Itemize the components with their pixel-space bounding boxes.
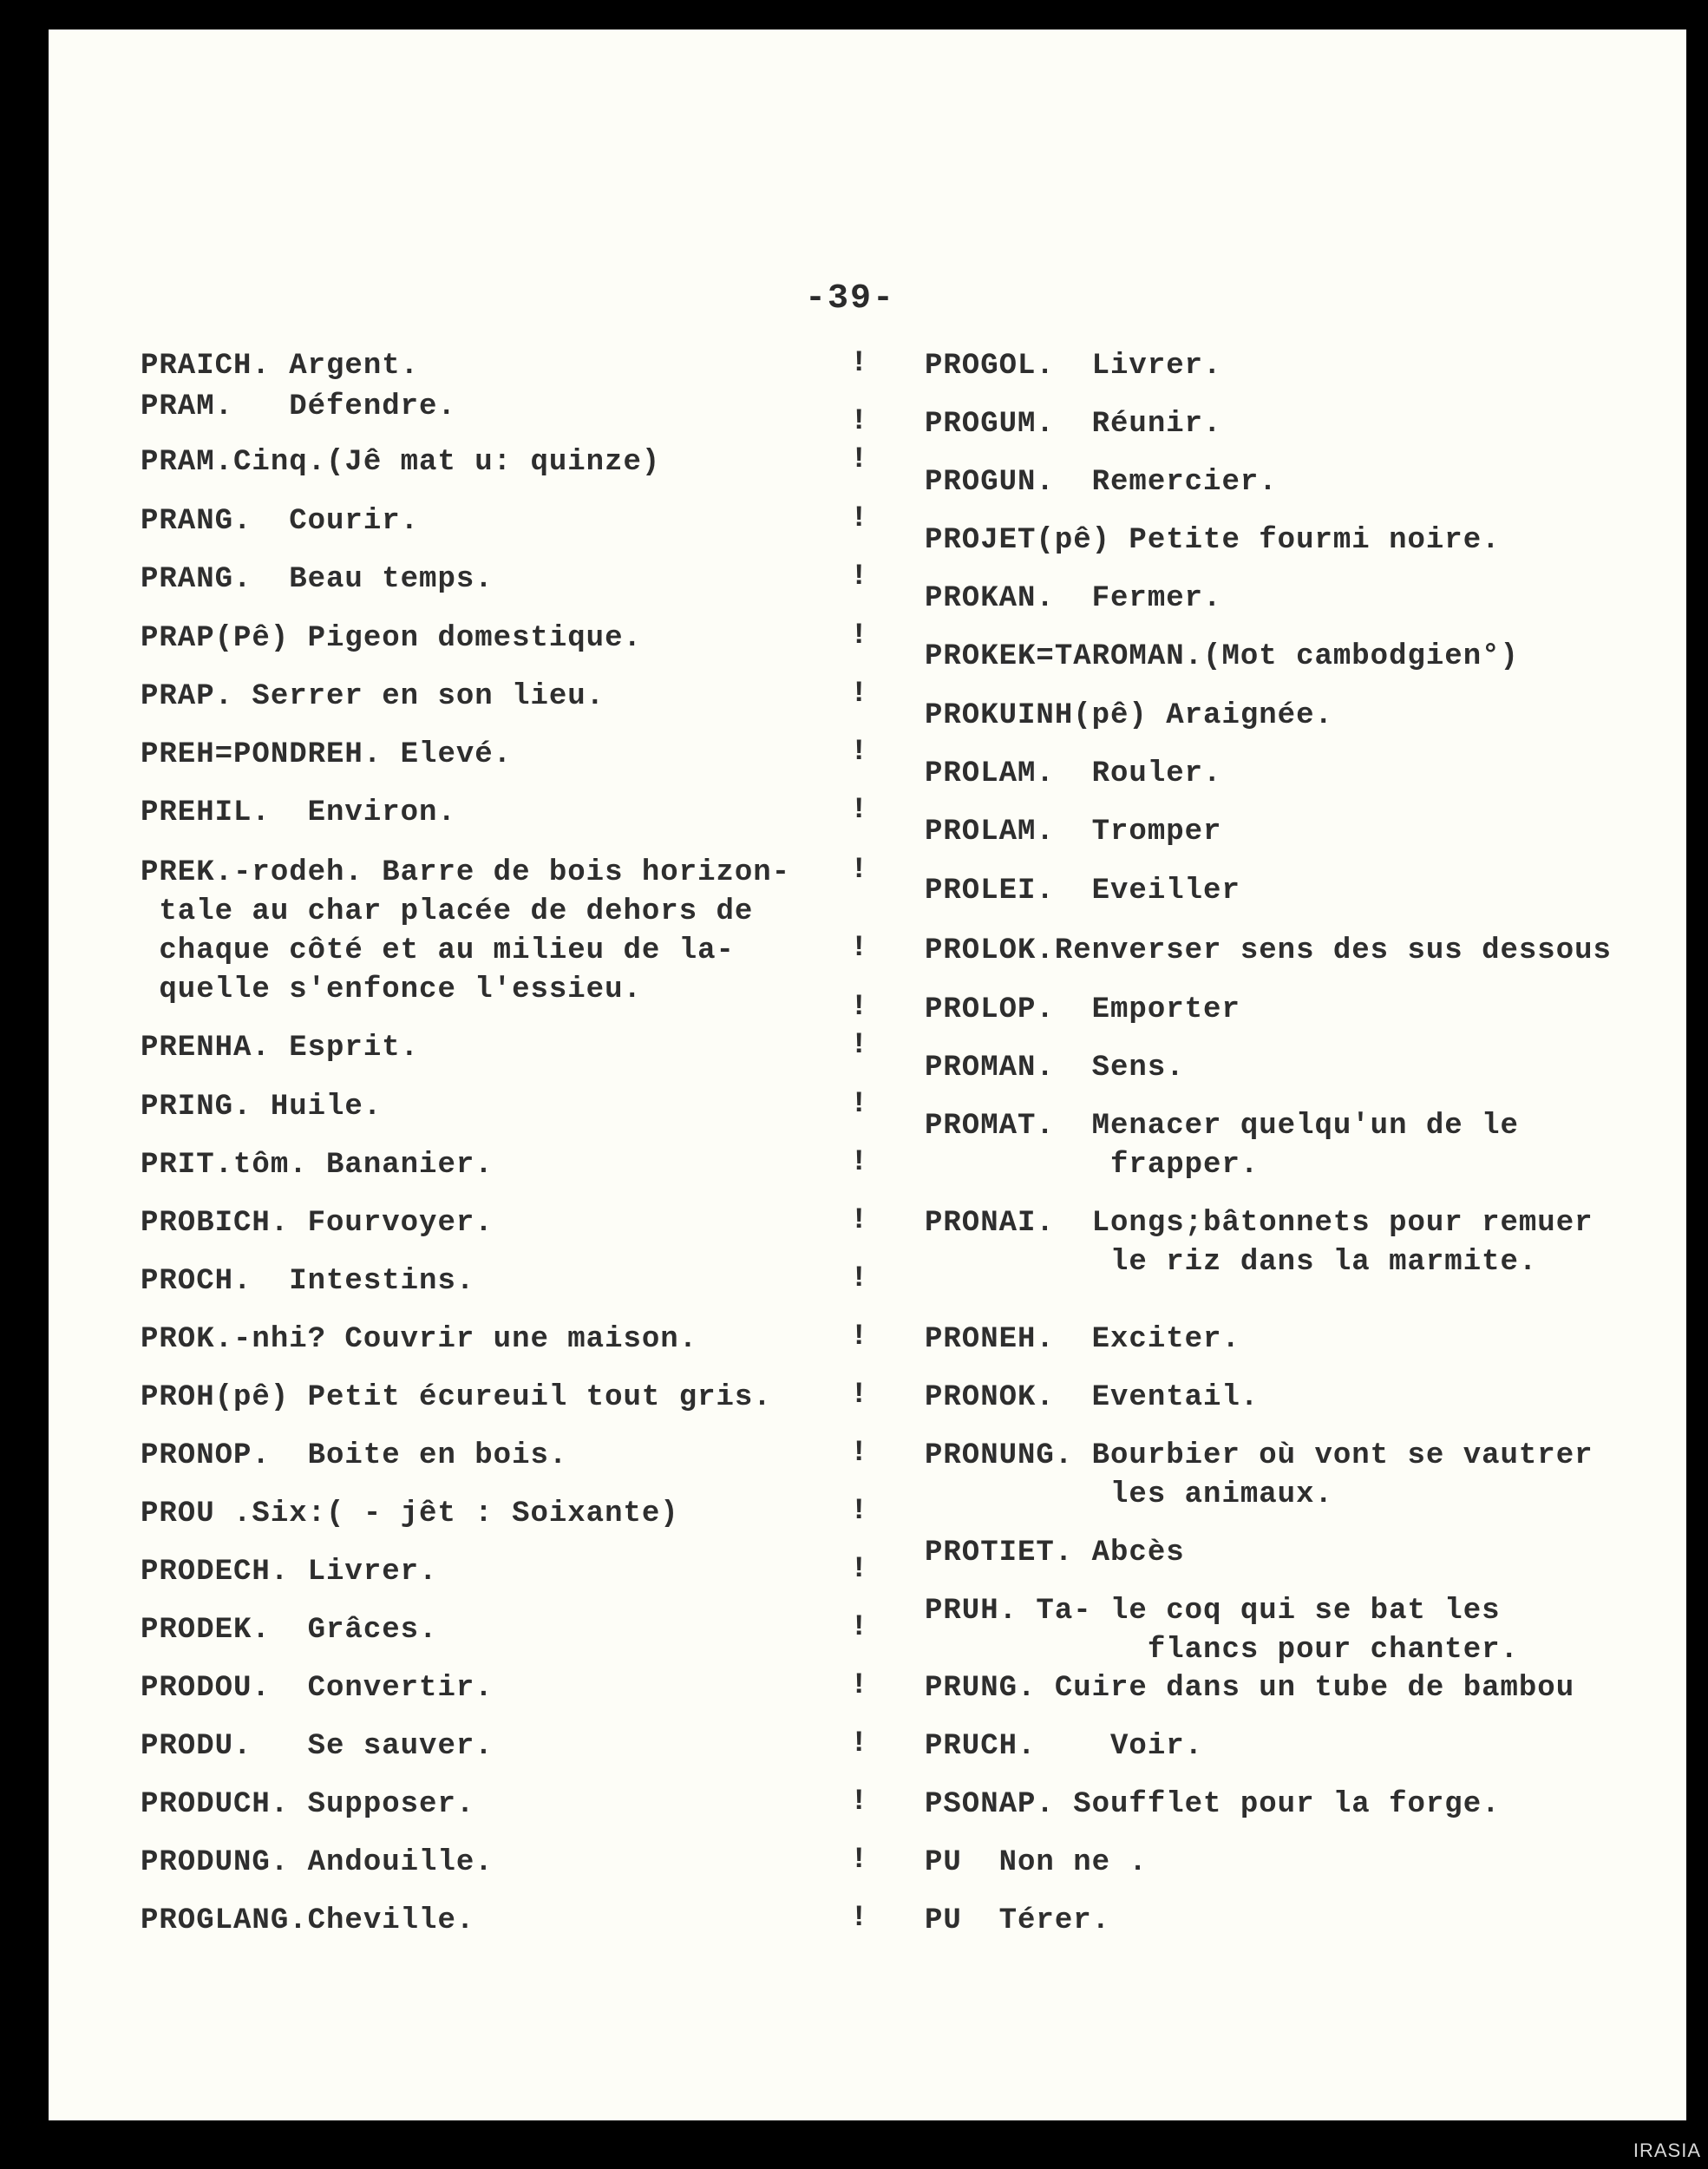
left-entry: PRAP. Serrer en son lieu. (141, 680, 605, 713)
left-entry: PRODEK. Grâces. (141, 1614, 438, 1647)
right-entry: PROTIET. Abcès (925, 1537, 1185, 1569)
left-entry: PREK.-rodeh. Barre de bois horizon- tale au char placée de dehors de chaque côté et au milieu de la- quelle s'enfonce l'essieu. (141, 856, 791, 1006)
right-entry: PROGUM. Réunir. (925, 408, 1222, 441)
column-separator: ! (850, 1262, 868, 1295)
left-entry: PRODOU. Convertir. (141, 1672, 494, 1705)
column-separator: ! (850, 1669, 868, 1702)
column-separator: ! (850, 1495, 868, 1528)
left-entry: PROCH. Intestins. (141, 1265, 475, 1298)
column-separator: ! (850, 736, 868, 769)
left-entry: PROH(pê) Petit écureuil tout gris. (141, 1381, 772, 1414)
right-entry: PROGUN. Remercier. (925, 466, 1278, 499)
right-entry: PROLOK.Renverser sens des sus dessous (925, 934, 1612, 967)
left-entry: PRODU. Se sauver. (141, 1730, 494, 1763)
right-entry: PRONAI. Longs;bâtonnets pour remuer le riz dans la marmite. (925, 1207, 1593, 1279)
column-separator: ! (850, 1727, 868, 1760)
column-separator: ! (850, 619, 868, 652)
column-separator: ! (850, 502, 868, 535)
left-entry: PRING. Huile. (141, 1091, 383, 1124)
right-entry: PRUH. Ta- le coq qui se bat les flancs pour chanter. (925, 1595, 1519, 1667)
right-entry: PROMAN. Sens. (925, 1052, 1185, 1084)
right-entry: PROLOP. Emporter (925, 993, 1240, 1026)
column-separator: ! (850, 1902, 868, 1935)
right-entry: PROJET(pê) Petite fourmi noire. (925, 524, 1501, 557)
right-entry: PRONOK. Eventail. (925, 1381, 1260, 1414)
left-entry: PRODUCH. Supposer. (141, 1788, 475, 1821)
right-entry: PROMAT. Menacer quelqu'un de le frapper. (925, 1110, 1519, 1182)
column-separator: ! (850, 1553, 868, 1586)
column-separator: ! (850, 1379, 868, 1412)
column-separator: ! (850, 1786, 868, 1818)
page-number: -39- (805, 279, 896, 318)
left-entry: PRANG. Courir. (141, 505, 420, 538)
right-entry: PU Non ne . (925, 1846, 1148, 1879)
right-entry: PROKAN. Fermer. (925, 582, 1222, 615)
left-entry: PRAM. Défendre. (141, 390, 456, 423)
watermark: IRASIA (1633, 2140, 1701, 2161)
column-separator: ! (850, 1204, 868, 1237)
column-separator: ! (850, 1088, 868, 1121)
column-separator: ! (850, 678, 868, 711)
right-entry: PROLEI. Eveiller (925, 875, 1240, 908)
column-separator: ! (850, 1611, 868, 1644)
column-separator: ! (850, 1844, 868, 1877)
left-entry: PRAICH. Argent. (141, 350, 420, 383)
right-entry: PRONUNG. Bourbier où vont se vautrer les animaux. (925, 1439, 1593, 1511)
left-entry: PROK.-nhi? Couvrir une maison. (141, 1323, 698, 1356)
left-entry: PROGLANG.Cheville. (141, 1904, 475, 1937)
left-entry: PRODUNG. Andouille. (141, 1846, 494, 1879)
left-entry: PREHIL. Environ. (141, 796, 456, 829)
left-entry: PRONOP. Boite en bois. (141, 1439, 568, 1472)
column-separator: ! (850, 347, 868, 380)
column-separator: ! (850, 991, 868, 1024)
right-entry: PROKUINH(pê) Araignée. (925, 699, 1333, 732)
left-entry: PREH=PONDREH. Elevé. (141, 738, 513, 771)
right-entry: PRONEH. Exciter. (925, 1323, 1240, 1356)
right-entry: PSONAP. Soufflet pour la forge. (925, 1788, 1501, 1821)
column-separator: ! (850, 1146, 868, 1179)
left-entry: PRAP(Pê) Pigeon domestique. (141, 622, 642, 655)
column-separator: ! (850, 1029, 868, 1062)
left-entry: PRENHA. Esprit. (141, 1032, 420, 1065)
left-entry: PRODECH. Livrer. (141, 1556, 438, 1589)
column-separator: ! (850, 854, 868, 887)
column-separator: ! (850, 932, 868, 965)
right-entry: PRUNG. Cuire dans un tube de bambou (925, 1672, 1575, 1705)
right-entry: PROLAM. Rouler. (925, 757, 1222, 790)
column-separator: ! (850, 1437, 868, 1470)
right-entry: PROGOL. Livrer. (925, 350, 1222, 383)
right-entry: PROKEK=TAROMAN.(Mot cambodgien°) (925, 640, 1519, 673)
left-entry: PRANG. Beau temps. (141, 563, 494, 596)
right-entry: PU Térer. (925, 1904, 1111, 1937)
right-entry: PROLAM. Tromper (925, 816, 1222, 849)
column-separator: ! (850, 1320, 868, 1353)
right-entry: PRUCH. Voir. (925, 1730, 1204, 1763)
column-separator: ! (850, 794, 868, 827)
left-entry: PRAM.Cinq.(Jê mat u: quinze) (141, 446, 661, 479)
left-entry: PROBICH. Fourvoyer. (141, 1207, 494, 1240)
left-entry: PROU .Six:( - jêt : Soixante) (141, 1497, 679, 1530)
column-separator: ! (850, 443, 868, 476)
left-entry: PRIT.tôm. Bananier. (141, 1149, 494, 1182)
column-separator: ! (850, 560, 868, 593)
column-separator: ! (850, 405, 868, 438)
